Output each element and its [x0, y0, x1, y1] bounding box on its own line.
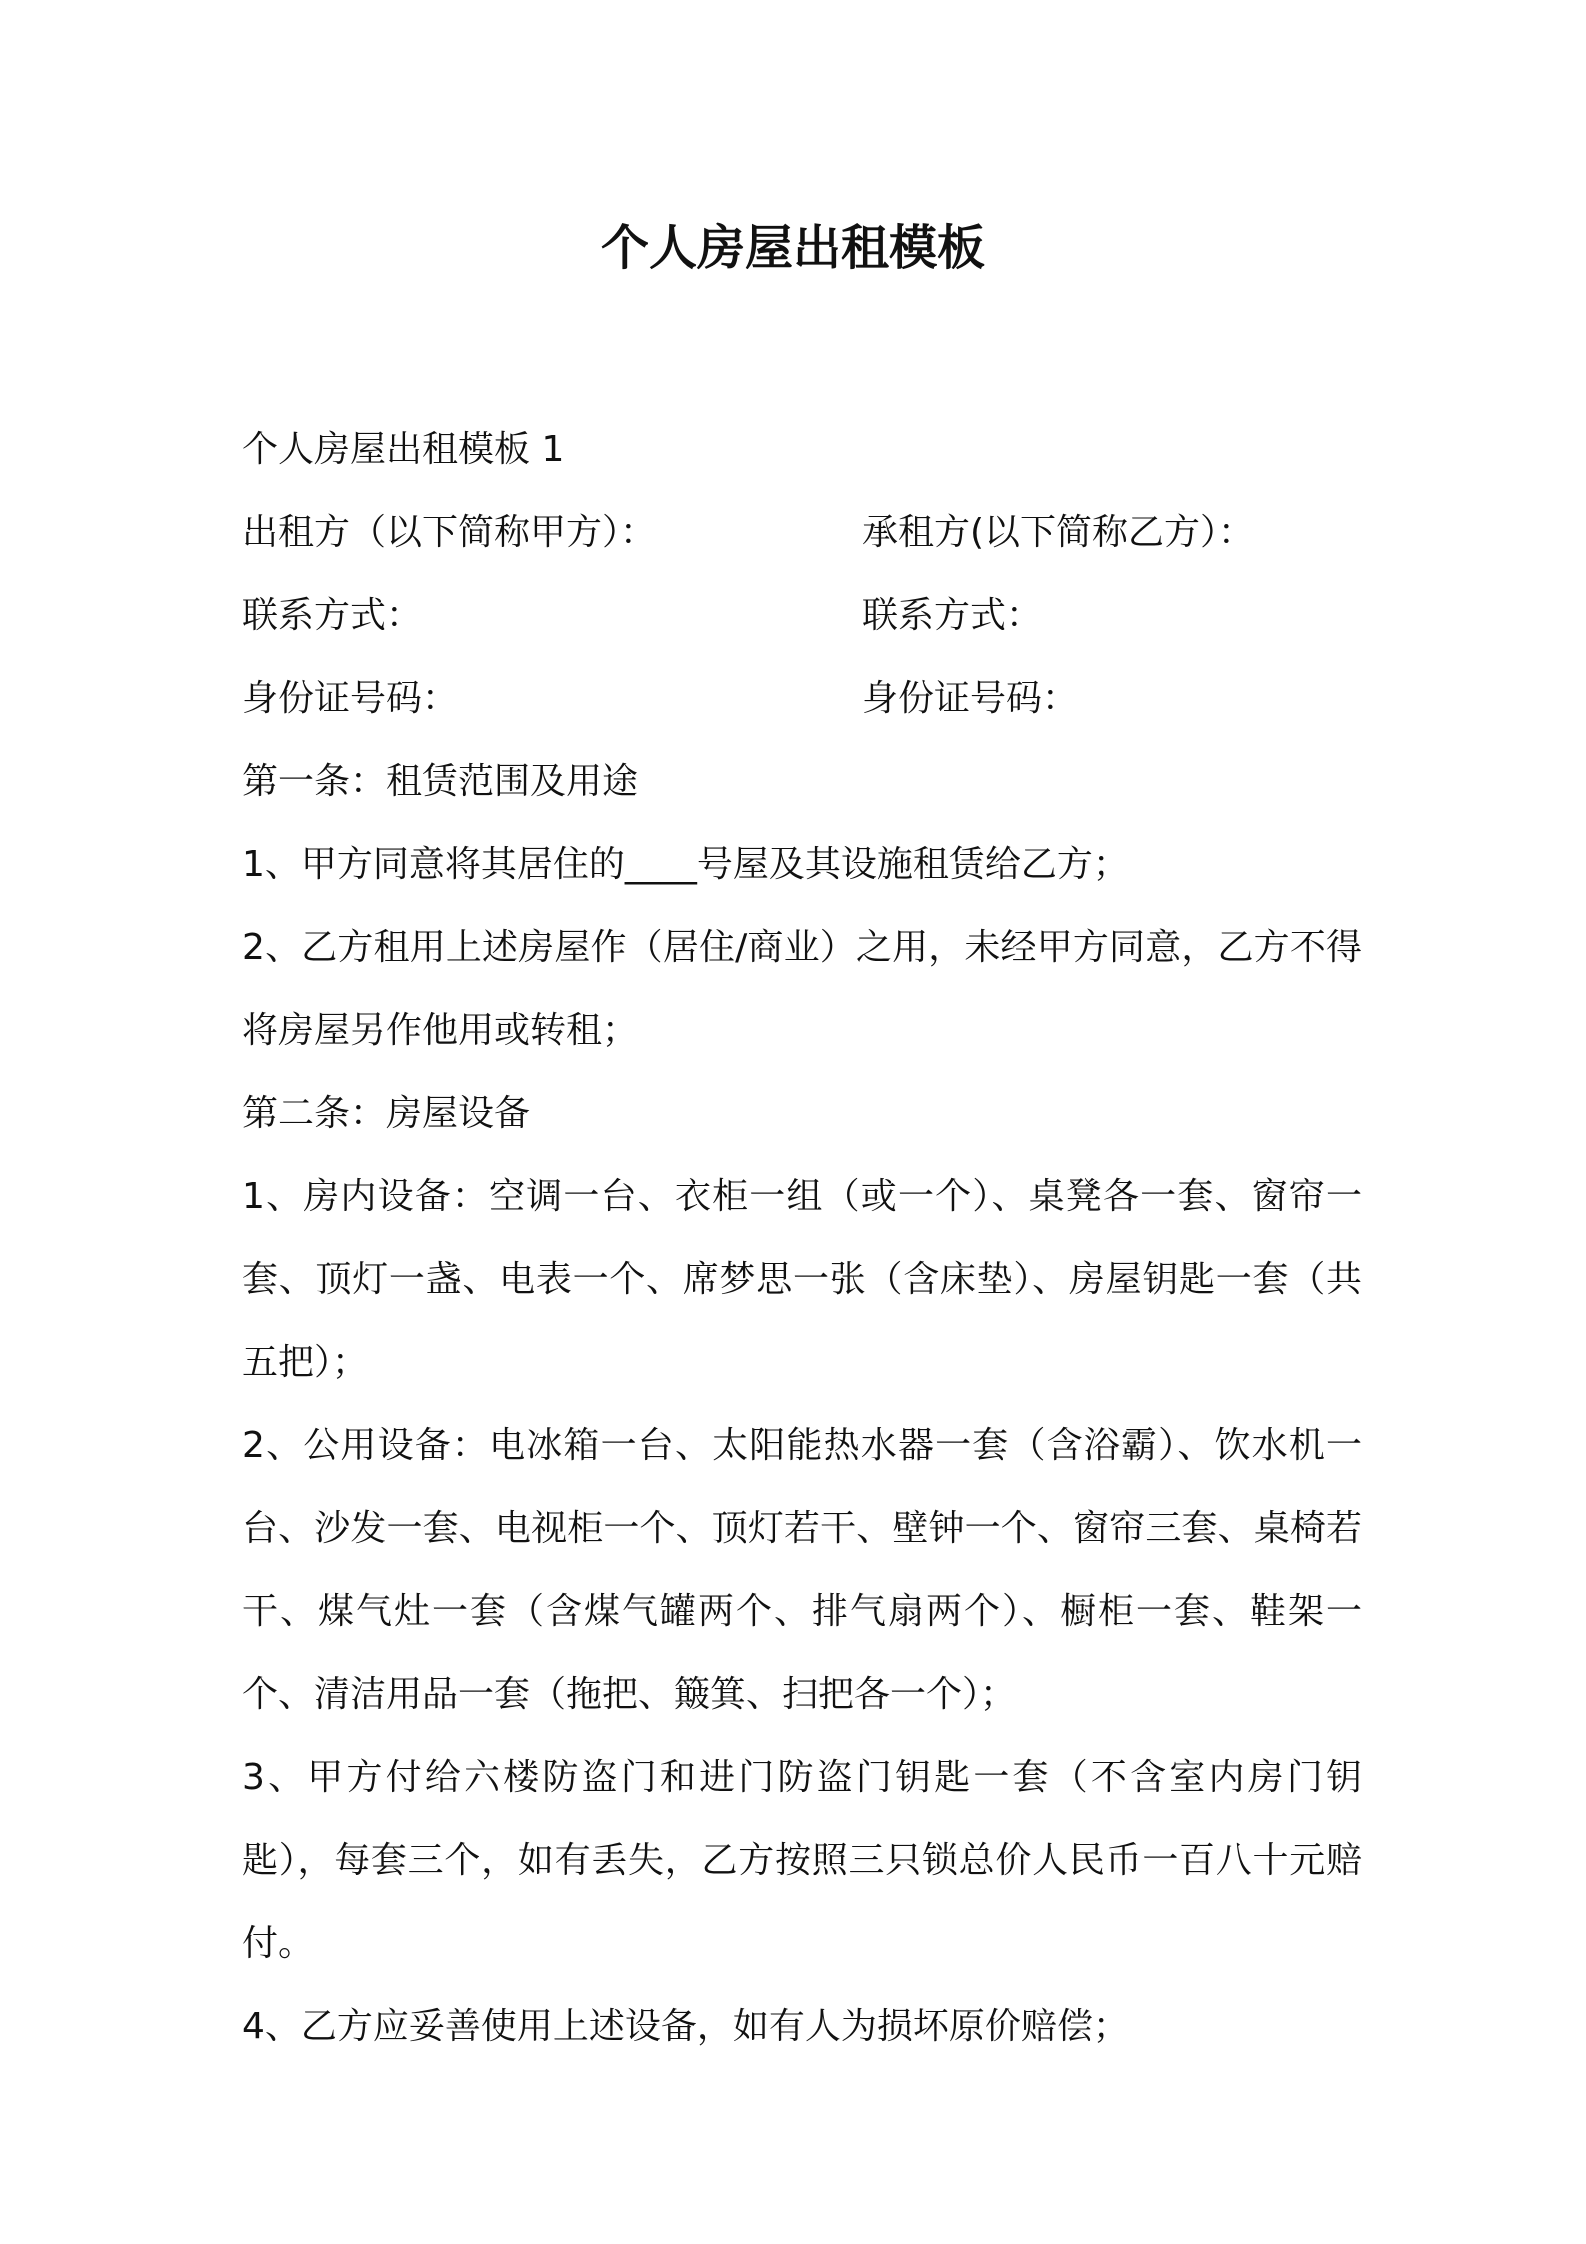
party-contact-row — [242, 574, 1362, 657]
article2-item2: 2、公用设备：电冰箱一台、太阳能热水器一套（含浴霸）、饮水机一台、沙发一套、电视柜一个、顶灯若干、壁钟一个、窗帘三套、桌椅若干、煤气灶一套（含煤气罐两个、排气扇两个）、橱柜一套、鞋架一个、清洁用品一套（拖把、簸箕、扫把各一个）； — [242, 1425, 1362, 1715]
lessor-id-label: 身份证号码： — [242, 678, 459, 719]
article2-item3: 3、甲方付给六楼防盗门和进门防盗门钥匙一套（不含室内房门钥匙），每套三个，如有丢失，乙方按照三只锁总价人民币一百八十元赔付。 — [242, 1757, 1362, 1964]
article1-item2: 2、乙方租用上述房屋作（居住/商业）之用，未经甲方同意，乙方不得将房屋另作他用或转租； — [242, 927, 1362, 1051]
party-id-row — [242, 657, 1362, 740]
document-title: 个人房屋出租模板 — [600, 220, 985, 276]
article2-heading: 第二条：房屋设备 — [242, 1093, 531, 1134]
lessee-contact-label: 联系方式： — [862, 595, 1043, 636]
document-body — [242, 408, 1362, 2068]
lessor-label: 出租方（以下简称甲方）： — [242, 512, 657, 553]
article1-item1: 1、甲方同意将其居住的____号屋及其设施租赁给乙方； — [242, 844, 1129, 885]
document-subtitle: 个人房屋出租模板 1 — [242, 429, 565, 470]
party-names-row — [242, 491, 1362, 574]
lessee-id-label: 身份证号码： — [862, 678, 1079, 719]
lessee-label: 承租方(以下简称乙方）： — [862, 512, 1255, 553]
article1-heading: 第一条：租赁范围及用途 — [242, 761, 639, 802]
article2-item4: 4、乙方应妥善使用上述设备，如有人为损坏原价赔偿； — [242, 2006, 1129, 2047]
lessor-contact-label: 联系方式： — [242, 595, 423, 636]
article2-item1: 1、房内设备：空调一台、衣柜一组（或一个）、桌凳各一套、窗帘一套、顶灯一盏、电表一个、席梦思一张（含床垫）、房屋钥匙一套（共五把）； — [242, 1176, 1362, 1383]
